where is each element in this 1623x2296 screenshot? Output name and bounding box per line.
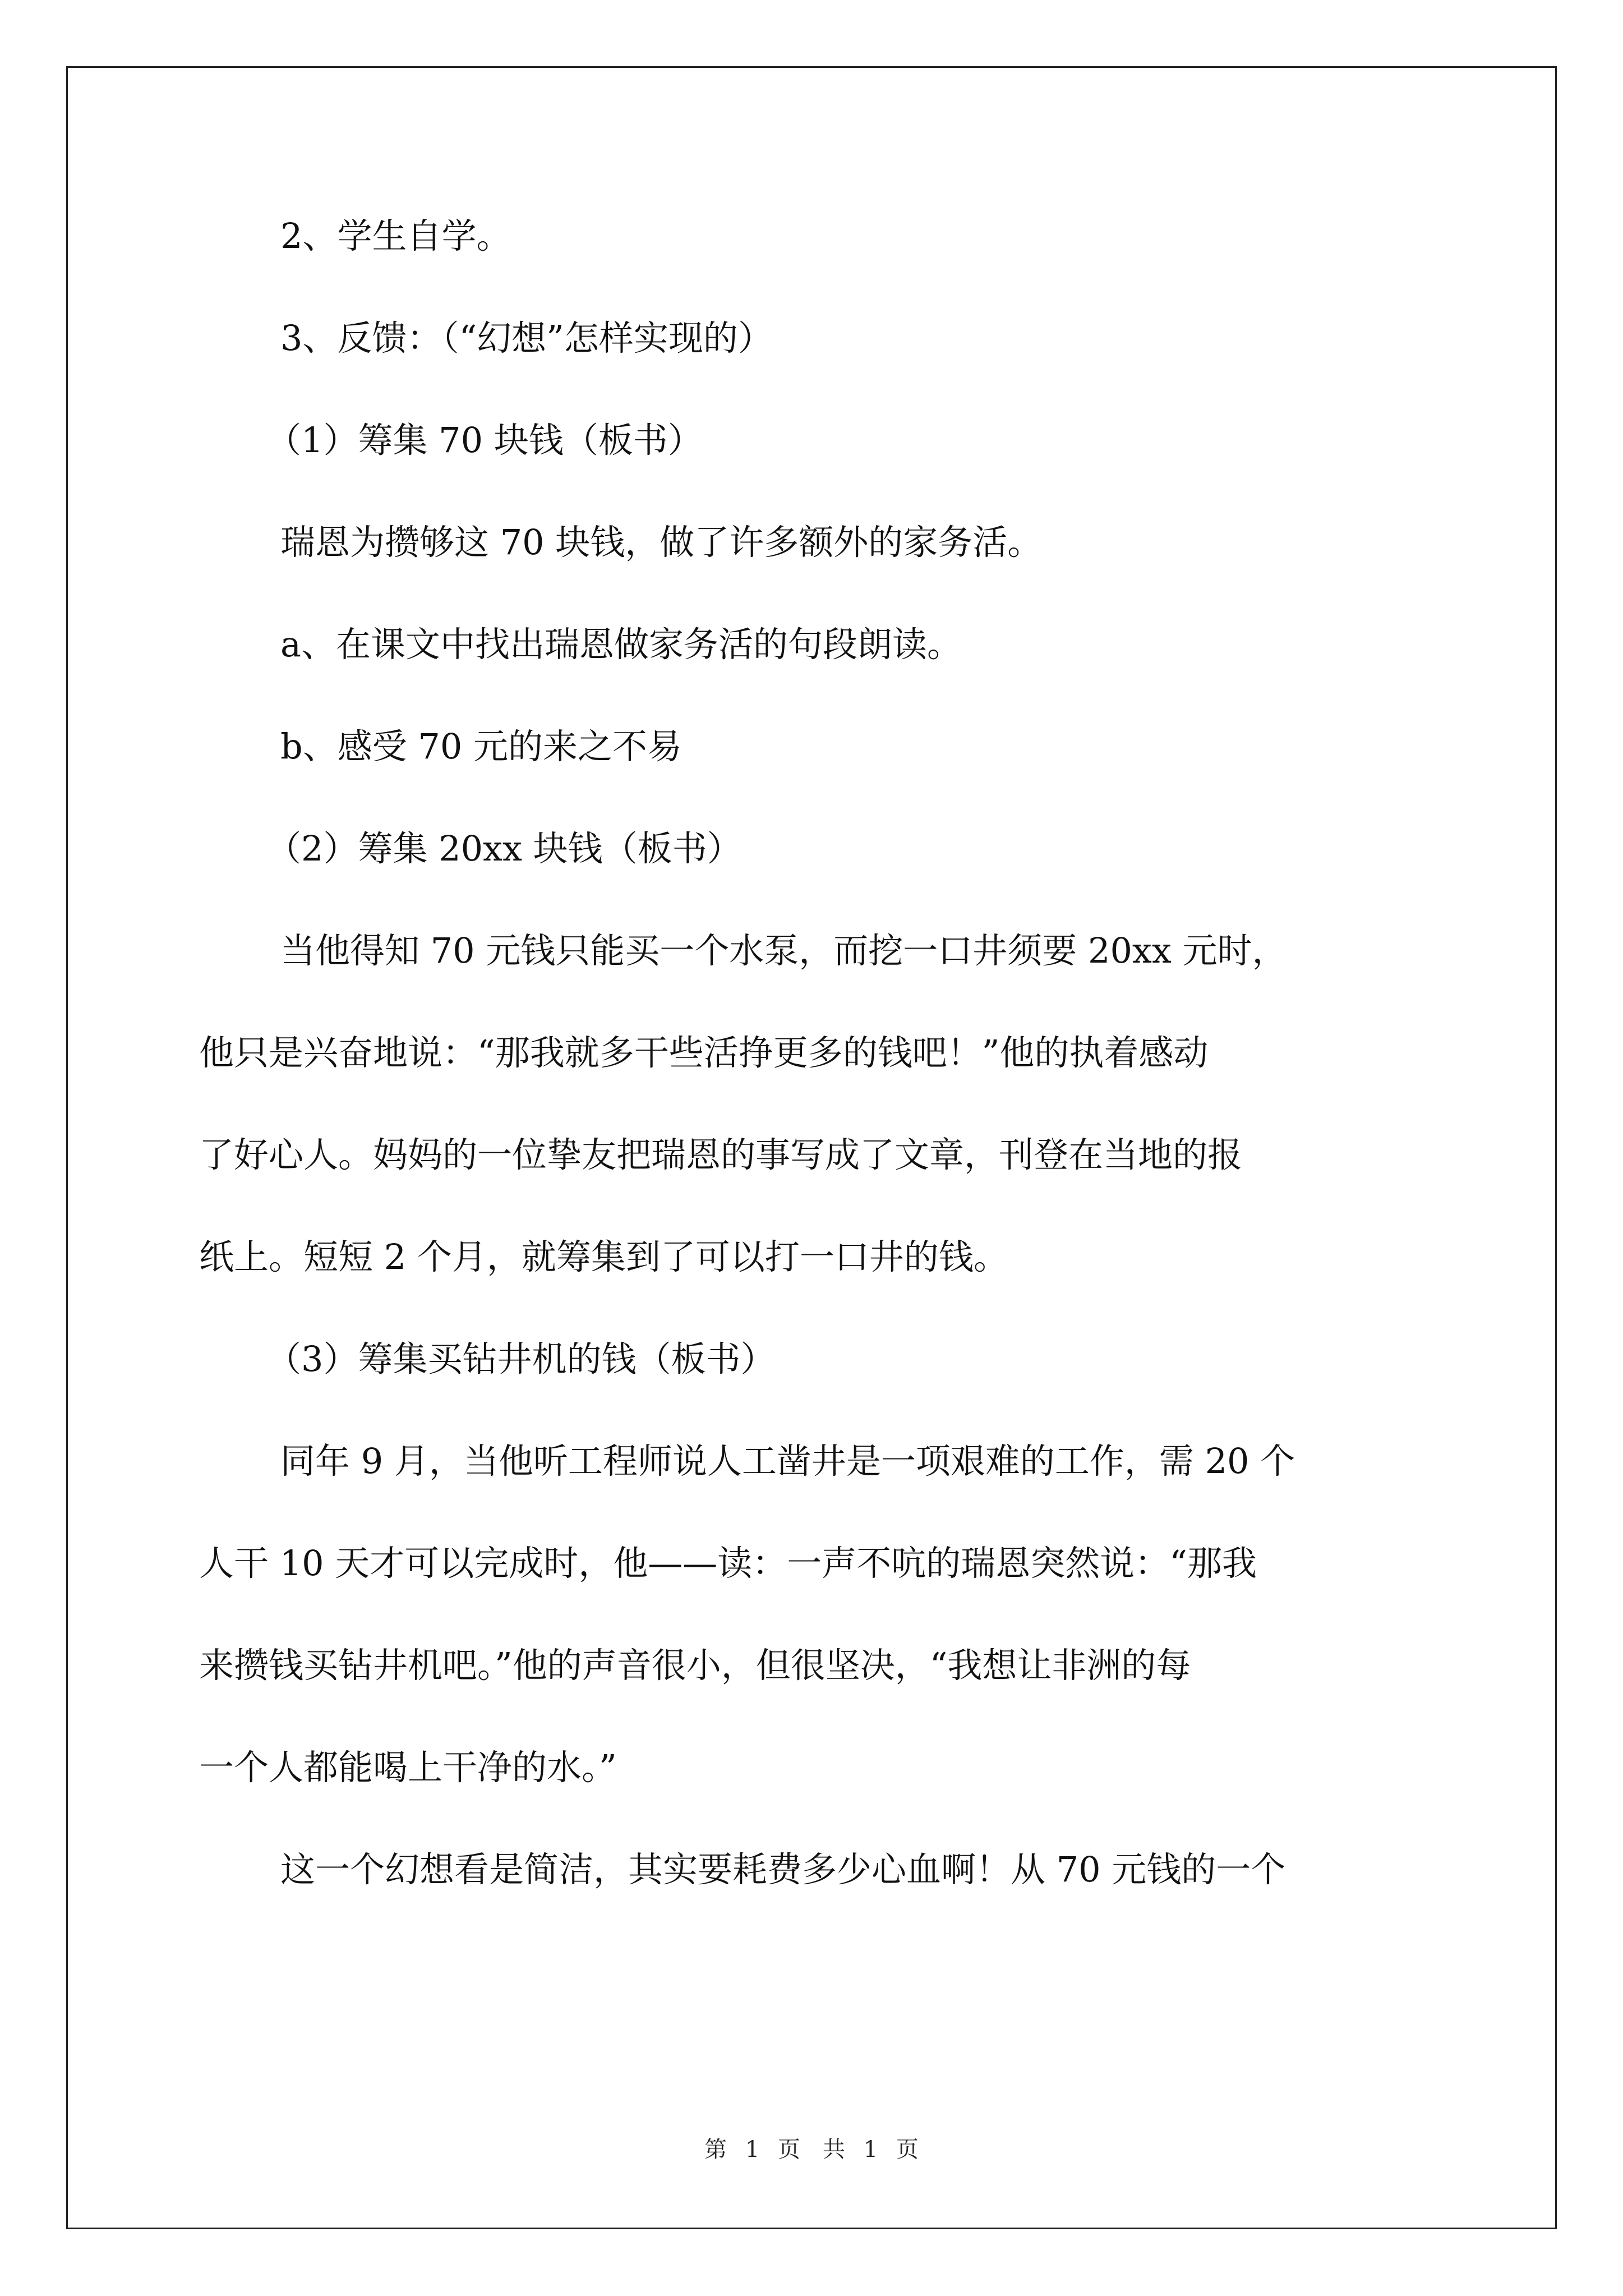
paragraph-line: 他只是兴奋地说：“那我就多干些活挣更多的钱吧！”他的执着感动	[199, 1032, 1209, 1073]
paragraph-line: 来攒钱买钻井机吧。”他的声音很小，但很坚决，“我想让非洲的每	[199, 1645, 1191, 1686]
section-heading: （3）筹集买钻井机的钱（板书）	[266, 1338, 776, 1379]
paragraph-line: 3、反馈：（“幻想”怎样实现的）	[280, 318, 773, 358]
paragraph-line: 瑞恩为攒够这 70 块钱，做了许多额外的家务活。	[280, 522, 1043, 563]
paragraph-line: 2、学生自学。	[280, 215, 511, 256]
paragraph-line: 人干 10 天才可以完成时，他——读：一声不吭的瑞恩突然说：“那我	[199, 1543, 1257, 1584]
page-number-footer: 第 1 页 共 1 页	[704, 2137, 919, 2162]
paragraph-line: 纸上。短短 2 个月，就筹集到了可以打一口井的钱。	[199, 1236, 1008, 1277]
paragraph-line: 当他得知 70 元钱只能买一个水泵，而挖一口井须要 20xx 元时，	[280, 930, 1287, 971]
section-heading: （2）筹集 20xx 块钱（板书）	[266, 828, 742, 869]
paragraph-line: b、感受 70 元的来之不易	[280, 726, 682, 767]
paragraph-line: 这一个幻想看是简洁，其实要耗费多少心血啊！从 70 元钱的一个	[280, 1849, 1286, 1890]
section-heading: （1）筹集 70 块钱（板书）	[266, 420, 703, 461]
paragraph-line: 了好心人。妈妈的一位挚友把瑞恩的事写成了文章，刊登在当地的报	[199, 1134, 1243, 1175]
paragraph-line: a、在课文中找出瑞恩做家务活的句段朗读。	[280, 624, 962, 665]
paragraph-line: 一个人都能喝上干净的水。”	[199, 1747, 617, 1788]
paragraph-line: 同年 9 月，当他听工程师说人工凿井是一项艰难的工作，需 20 个	[280, 1441, 1295, 1481]
